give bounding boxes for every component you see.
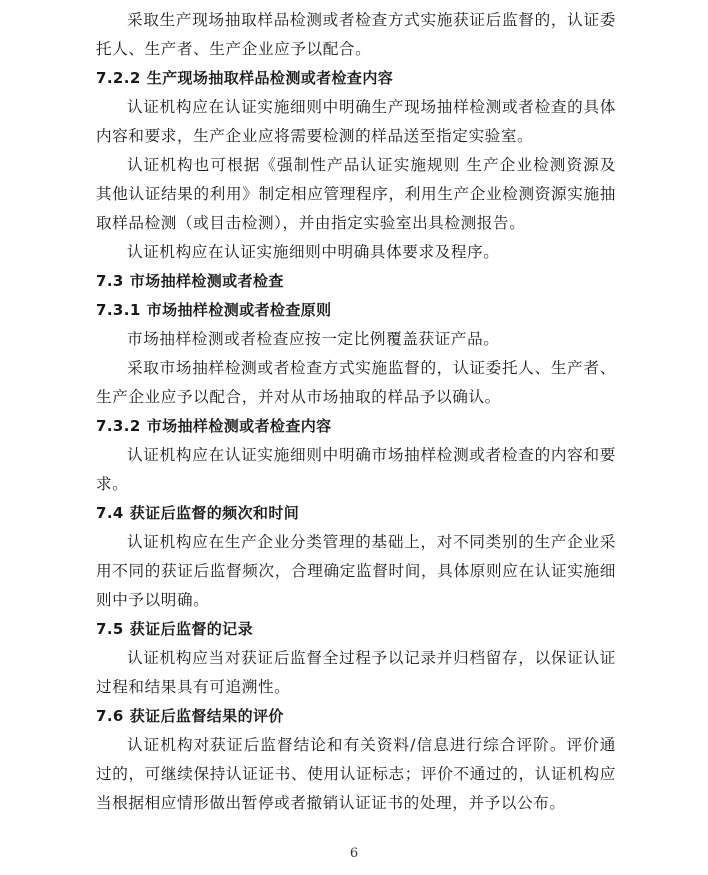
paragraph: 认证机构应在认证实施细则中明确具体要求及程序。 <box>127 243 500 261</box>
section-heading-7-3 <box>96 267 616 296</box>
paragraph: 认证机构应当对获证后监督全过程予以记录并归档留存，以保证认证过程和结果具有可追溯性。 <box>96 649 616 696</box>
paragraph: 市场抽样检测或者检查应按一定比例覆盖获证产品。 <box>127 330 500 348</box>
section-number: 7.3.2 <box>96 417 141 435</box>
section-number: 7.3 <box>96 272 124 290</box>
section-title: 获证后监督结果的评价 <box>129 707 284 725</box>
section-number: 7.5 <box>96 620 124 638</box>
section-heading-7-4 <box>96 499 616 528</box>
paragraph: 认证机构也可根据《强制性产品认证实施规则 生产企业检测资源及其他认证结果的利用》制定相应管理程序，利用生产企业检测资源实施抽取样品检测（或目击检测），并由指定实验室出具检测报告。 <box>96 156 616 232</box>
document-body <box>96 6 616 818</box>
section-number: 7.6 <box>96 707 124 725</box>
section-heading-7-3-1 <box>96 296 616 325</box>
page-number: 6 <box>349 846 359 861</box>
section-title: 市场抽样检测或者检查 <box>129 272 284 290</box>
section-heading-7-3-2 <box>96 412 616 441</box>
paragraph: 认证机构应在认证实施细则中明确市场抽样检测或者检查的内容和要求。 <box>96 446 616 493</box>
paragraph: 认证机构对获证后监督结论和有关资料/信息进行综合评阶。评价通过的，可继续保持认证证书、使用认证标志；评价不通过的，认证机构应当根据相应情形做出暂停或者撤销认证证书的处理，并予以公布。 <box>96 736 616 812</box>
section-title: 市场抽样检测或者检查内容 <box>146 417 332 435</box>
section-heading-7-5 <box>96 615 616 644</box>
paragraph: 认证机构应在生产企业分类管理的基础上，对不同类别的生产企业采用不同的获证后监督频次，合理确定监督时间，具体原则应在认证实施细则中予以明确。 <box>96 533 616 609</box>
section-heading-7-2-2 <box>96 64 616 93</box>
section-number: 7.4 <box>96 504 124 522</box>
section-title: 获证后监督的记录 <box>129 620 253 638</box>
paragraph: 采取生产现场抽取样品检测或者检查方式实施获证后监督的，认证委托人、生产者、生产企业应予以配合。 <box>96 11 616 58</box>
section-title: 生产现场抽取样品检测或者检查内容 <box>146 69 394 87</box>
section-title: 市场抽样检测或者检查原则 <box>146 301 332 319</box>
section-number: 7.2.2 <box>96 69 141 87</box>
paragraph: 采取市场抽样检测或者检查方式实施监督的，认证委托人、生产者、生产企业应予以配合，并对从市场抽取的样品予以确认。 <box>96 359 616 406</box>
paragraph: 认证机构应在认证实施细则中明确生产现场抽样检测或者检查的具体内容和要求，生产企业应将需要检测的样品送至指定实验室。 <box>96 98 616 145</box>
section-title: 获证后监督的频次和时间 <box>129 504 300 522</box>
section-heading-7-6 <box>96 702 616 731</box>
section-number: 7.3.1 <box>96 301 141 319</box>
